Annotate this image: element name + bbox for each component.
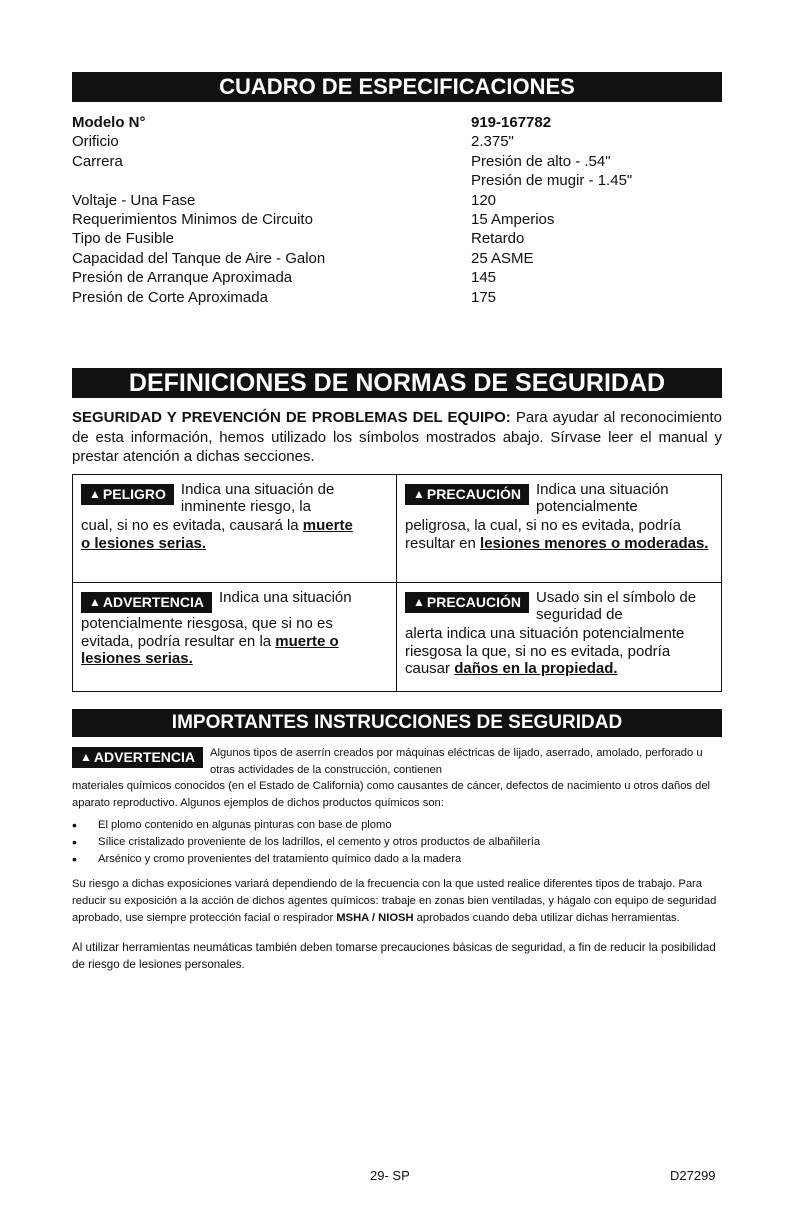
spec-label: Capacidad del Tanque de Aire - Galon (72, 249, 326, 267)
spec-value: Presión de alto - .54" (471, 152, 611, 170)
precaucion-label: PRECAUCIÓN (426, 593, 522, 610)
precaucion-label: PRECAUCIÓN (426, 485, 522, 502)
page-number: 29- SP (370, 1168, 410, 1183)
advertencia-label: ADVERTENCIA (102, 593, 205, 610)
advertencia-badge (72, 747, 203, 768)
spec-value: 2.375" (471, 133, 514, 151)
spec-value: 120 (471, 191, 497, 209)
spec-label (72, 171, 325, 190)
instructions-title: IMPORTANTES INSTRUCCIONES DE SEGURIDAD (72, 709, 722, 737)
safety-intro-text: Para ayudar al reconocimiento de esta información, hemos utilizado los símbolos mostrados abajo. Sírvase leer el manual y prestar atención a dichas secciones. (72, 409, 722, 465)
spec-label: Requerimientos Minimos de Circuito (72, 210, 313, 228)
list-item: • Sílice cristalizado proveniente de los ladrillos, el cemento y otros productos de albañilería (72, 834, 722, 851)
risk-end: aprobados cuando deba utilizar dichas herramientas. (413, 912, 680, 924)
list-item: • El plomo contenido en algunas pinturas con base de plomo (72, 817, 722, 834)
warning-side-text: Algunos tipos de aserrín creados por máquinas eléctricas de lijado, aserrado, amolado, perforado u otras actividades de la construcción, contienen (210, 747, 703, 776)
spec-value: 175 (471, 288, 497, 306)
advertencia-emph-2: lesiones serias. (81, 650, 193, 667)
spec-label: Tipo de Fusible (72, 230, 174, 248)
precaucion-cell (397, 475, 721, 583)
precaucion-side-text: Usado sin el símbolo de seguridad de (536, 589, 697, 623)
precaucion-emph: lesiones menores o moderadas. (480, 534, 709, 552)
peligro-emph-1: muerte (302, 517, 353, 534)
advertencia-cell (73, 583, 397, 691)
precaucion-no-symbol-cell (397, 583, 721, 691)
precaucion-body (405, 517, 713, 552)
alert-triangle-icon: ▲ (413, 594, 425, 609)
warning-continuation: materiales químicos conocidos (en el Estado de California) como causantes de cáncer, defectos de nacimiento u otros daños del aparato reproductivo. Algunos ejemplos de dichos productos químicos son: (72, 780, 711, 809)
safety-title: DEFINICIONES DE NORMAS DE SEGURIDAD (72, 368, 722, 398)
spec-label: Presión de Arranque Aproximada (72, 269, 293, 287)
spec-value: Presión de mugir - 1.45" (471, 172, 633, 190)
spec-value: 15 Amperios (471, 210, 555, 228)
spec-value: Retardo (471, 230, 525, 248)
advertencia-emph-1: muerte o (275, 632, 339, 650)
spec-label: Modelo N° (72, 114, 146, 131)
risk-bold: MSHA / NIOSH (336, 912, 414, 924)
precaucion-body (405, 625, 713, 678)
instructions-section (72, 745, 722, 973)
spec-label: Orificio (72, 133, 119, 151)
precaucion-side-text: Indica una situación potencialmente (536, 481, 669, 515)
advertencia-body (81, 615, 388, 668)
advertencia-badge (81, 592, 212, 613)
spec-values (471, 113, 632, 307)
hazard-list (72, 817, 722, 868)
spec-label: Carrera (72, 152, 123, 170)
alert-triangle-icon: ▲ (80, 750, 92, 765)
alert-triangle-icon: ▲ (89, 486, 101, 501)
spec-value: 919-167782 (471, 114, 552, 131)
spec-label: Voltaje - Una Fase (72, 191, 196, 209)
precaucion-body-text: peligrosa, la cual, si no es evitada, podría resultar en (405, 517, 681, 552)
risk-text: Su riesgo a dichas exposiciones variará dependiendo de la frecuencia con la que usted realice diferentes tipos de trabajo. Para reducir su exposición a la acción de dichos agentes químicos: trabaje en zonas bien ventiladas, y hágalo con equipo de seguridad aprobado, use siempre protección facial o respirador (72, 878, 717, 924)
alert-triangle-icon: ▲ (413, 486, 425, 501)
precaucion-badge (405, 484, 529, 505)
document-code: D27299 (670, 1168, 716, 1183)
spec-labels (72, 113, 325, 307)
safety-intro-lead: SEGURIDAD Y PREVENCIÓN DE PROBLEMAS DEL EQUIPO: (72, 409, 511, 426)
spec-label: Presión de Corte Aproximada (72, 288, 268, 306)
peligro-emph-2: o lesiones serias. (81, 534, 207, 552)
alert-triangle-icon: ▲ (89, 594, 101, 609)
safety-intro (72, 408, 722, 467)
peligro-label: PELIGRO (102, 485, 166, 502)
list-item: • Arsénico y cromo provenientes del tratamiento químico dado a la madera (72, 851, 722, 868)
peligro-cell (73, 475, 397, 583)
peligro-badge (81, 484, 174, 505)
tools-paragraph: Al utilizar herramientas neumáticas también deben tomarse precauciones básicas de seguridad, a fin de reducir la posibilidad de riesgo de lesiones personales. (72, 941, 716, 971)
advertencia-body-text: potencialmente riesgosa, que si no es evitada, podría resultar en la (81, 615, 333, 650)
risk-paragraph (72, 876, 722, 927)
peligro-body (81, 517, 388, 552)
signal-word-table (72, 474, 722, 692)
precaucion-emph: daños en la propiedad. (454, 660, 618, 677)
spec-value: 145 (471, 269, 497, 287)
spec-value: 25 ASME (471, 249, 534, 267)
advertencia-side-text: Indica una situación (219, 589, 352, 606)
specs-title: CUADRO DE ESPECIFICACIONES (72, 72, 722, 102)
advertencia-label: ADVERTENCIA (93, 749, 196, 766)
precaucion-body-text: alerta indica una situación potencialmente riesgosa la que, si no es evitada, podría causar (405, 625, 685, 677)
precaucion-badge (405, 592, 529, 613)
peligro-body-text: cual, si no es evitada, causará la (81, 517, 303, 534)
peligro-side-text: Indica una situación de inminente riesgo, la (180, 481, 335, 515)
